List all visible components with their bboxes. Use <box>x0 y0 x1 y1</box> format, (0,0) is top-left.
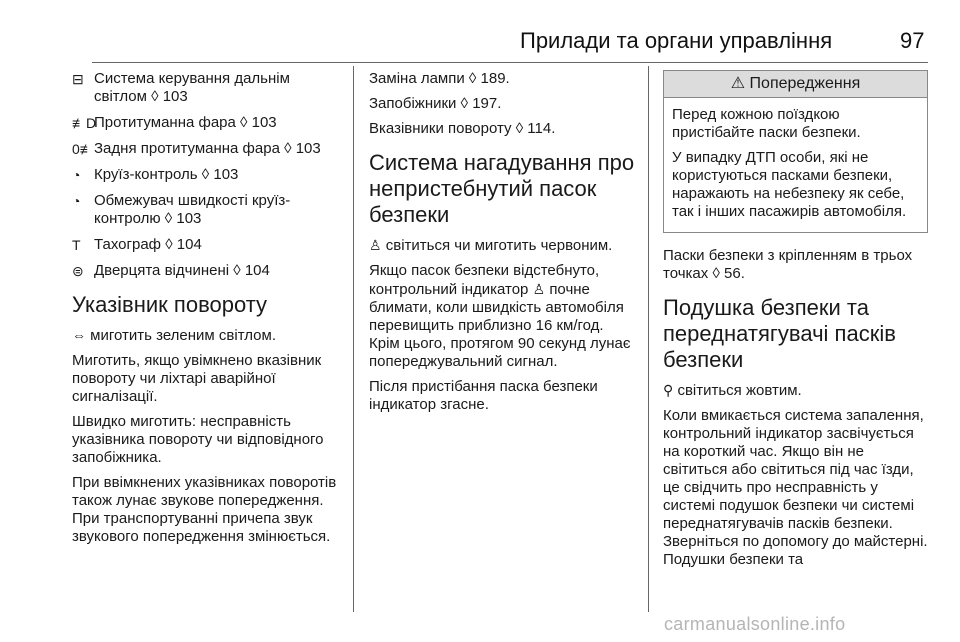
indicator-entry-text: Протитуманна фара ◊ 103 <box>94 114 277 131</box>
airbag-icon: ⚲ <box>663 382 674 398</box>
indicator-entry <box>72 166 344 184</box>
header-divider <box>92 62 928 63</box>
warning-body <box>664 98 927 232</box>
warning-icon: ⚠ <box>730 75 746 92</box>
warning-para-1: Перед кожною поїздкою пристібайте паски безпеки. <box>672 106 861 141</box>
airbag-para-2: Коли вмикається система запалення, контрольний індикатор засвічується на короткий час. Якщо він не світиться або світиться під час їзди, це свідчить про несправність у системі подушок безпеки чи системі переднатягувачів пасків безпеки. Зверніться по допомогу до майстерні. Подушки безпеки та <box>663 407 928 568</box>
ref-line-fuses: Запобіжники ◊ 197. <box>369 95 502 112</box>
indicator-entry-text: Обмежувач швидкості круїз-контролю ◊ 103 <box>94 192 291 227</box>
turn-signal-heading: Указівник повороту <box>72 292 268 317</box>
speed-limiter-icon: ◔ <box>72 193 81 209</box>
reference-arrow-icon: ◊ <box>460 95 469 112</box>
reference-arrow-icon: ◊ <box>240 114 248 131</box>
page-reference: 103 <box>213 166 239 183</box>
tachograph-icon: T <box>72 237 81 253</box>
indicator-entry-text: Круїз-контроль ◊ 103 <box>94 166 239 183</box>
warning-header <box>664 71 927 98</box>
door-open-icon: ⊜ <box>72 263 84 279</box>
seat-belt-icon: ♙ <box>369 237 382 253</box>
turn-signal-para-1: ⇔ миготить зеленим світлом. <box>72 327 276 344</box>
reference-arrow-icon: ◊ <box>151 88 159 105</box>
warning-box <box>663 70 928 233</box>
page-reference: 104 <box>244 262 270 279</box>
reference-arrow-icon: ◊ <box>164 210 173 227</box>
indicator-entry <box>72 192 344 228</box>
reference-arrow-icon: ◊ <box>233 262 241 279</box>
high-beam-assist-icon: ⊟ <box>72 71 84 87</box>
turn-signal-para-4: При ввімкнених указівниках поворотів також лунає звукове попередження. При транспортуванні причепа звук звукового попередження змінюється. <box>72 474 337 545</box>
reference-arrow-icon: ◊ <box>284 140 292 157</box>
left-column <box>72 70 344 553</box>
reference-arrow-icon: ◊ <box>712 265 720 282</box>
middle-column <box>369 70 637 421</box>
indicator-entry <box>72 262 344 280</box>
ref-line-bulbs: Заміна лампи ◊ 189. <box>369 70 510 87</box>
seat-belt-reminder-heading: Система нагадування про непристебнутий пасок безпеки <box>369 150 635 227</box>
cruise-control-icon: ◔ <box>72 167 81 183</box>
indicator-entry-text: Дверцята відчинені ◊ 104 <box>94 262 270 279</box>
page-reference: 103 <box>162 88 188 105</box>
three-point-belts-para: Паски безпеки з кріпленням в трьох точках ◊ 56. <box>663 247 913 282</box>
front-fog-lamp-icon: ≢D <box>72 115 97 131</box>
seat-belt-icon: ♙ <box>532 281 546 297</box>
rear-fog-lamp-icon: 0≢ <box>72 141 94 157</box>
column-divider-left <box>353 66 354 612</box>
ref-line-turn-signals: Вказівники повороту ◊ 114. <box>369 120 556 137</box>
reference-arrow-icon: ◊ <box>201 166 210 183</box>
indicator-entry <box>72 70 344 106</box>
page-reference: 104 <box>176 236 202 253</box>
indicator-list <box>72 70 344 280</box>
airbag-heading: Подушка безпеки та переднатягувачі пасків безпеки <box>663 295 896 372</box>
turn-signal-para-2: Миготить, якщо увімкнено вказівник повороту чи ліхтарі аварійної сигналізації. <box>72 352 322 405</box>
page-number: 97 <box>900 28 925 53</box>
seat-belt-para-1: ♙ світиться чи миготить червоним. <box>369 237 613 254</box>
page-reference: 103 <box>295 140 321 157</box>
header-title: Прилади та органи управління <box>520 28 833 53</box>
right-column <box>663 70 928 576</box>
indicator-entry <box>72 114 344 132</box>
column-divider-right <box>648 66 649 612</box>
reference-arrow-icon: ◊ <box>468 70 477 87</box>
reference-arrow-icon: ◊ <box>165 236 173 253</box>
page-reference: 103 <box>176 210 202 227</box>
warning-para-2: У випадку ДТП особи, які не користуються пасками безпеки, наражають на небезпеку як себе, так і інших пасажирів автомобіля. <box>672 149 907 220</box>
seat-belt-para-3: Після пристібання паска безпеки індикатор згасне. <box>369 378 598 413</box>
watermark: carmanualsonline.info <box>664 614 846 634</box>
reference-arrow-icon: ◊ <box>515 120 524 137</box>
seat-belt-para-2: Якщо пасок безпеки відстебнуто, контрольний індикатор ♙ почне блимати, коли швидкість автомобіля перевищить приблизно 16 км/год. Крім цього, протягом 90 секунд лунає попереджувальний сигнал. <box>369 262 631 370</box>
indicator-entry-text: Тахограф ◊ 104 <box>94 236 202 253</box>
indicator-entry-text: Задня протитуманна фара ◊ 103 <box>94 140 321 157</box>
indicator-entry-text: Система керування дальнім світлом ◊ 103 <box>94 70 290 105</box>
airbag-para-1: ⚲ світиться жовтим. <box>663 382 802 399</box>
indicator-entry <box>72 236 344 254</box>
turn-signal-para-3: Швидко миготить: несправність указівника повороту чи відповідного запобіжника. <box>72 413 324 466</box>
turn-signal-icon: ⇔ <box>72 327 86 343</box>
indicator-entry <box>72 140 344 158</box>
page-reference: 103 <box>251 114 277 131</box>
warning-title: Попередження <box>749 75 861 92</box>
